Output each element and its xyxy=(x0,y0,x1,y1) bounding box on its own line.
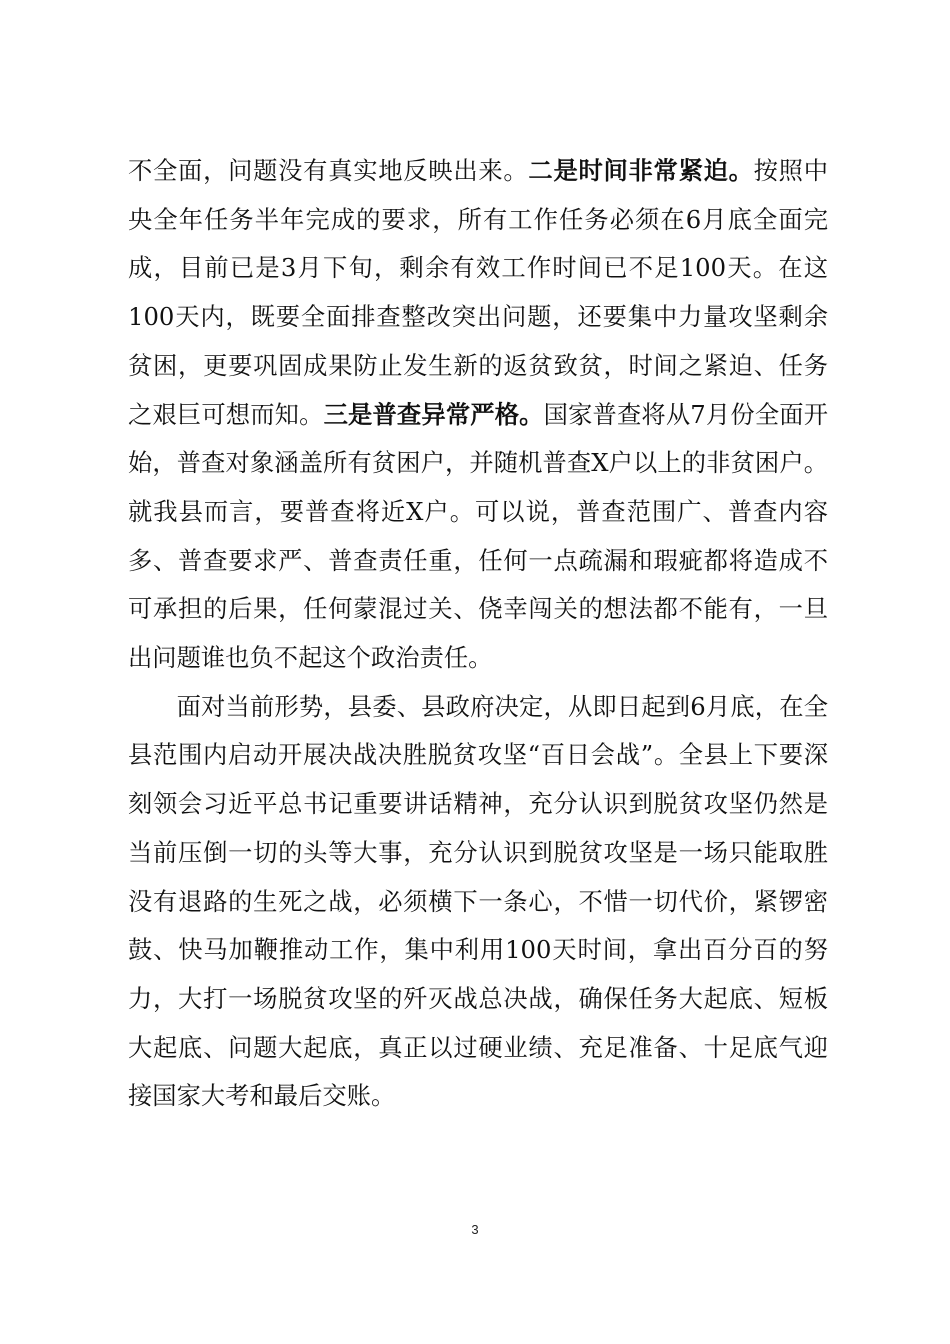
sentence-text: 不全面，问题没有真实地反映出来。 xyxy=(128,156,529,185)
bold-heading-time-urgent: 二是时间非常紧迫。 xyxy=(528,156,754,185)
paragraph-hundred-day-campaign: 面对当前形势，县委、县政府决定，从即日起到6月底，在全县范围内启动开展决战决胜脱贫攻坚“百日会战”。全县上下要深刻领会习近平总书记重要讲话精神，充分认识到脱贫攻坚仍然是当前压倒一切的头等大事，充分认识到脱贫攻坚是一场只能取胜没有退路的生死之战，必须横下一条心，不惜一切代价，紧锣密鼓、快马加鞭推动工作，集中利用100天时间，拿出百分百的努力，大打一场脱贫攻坚的歼灭战总决战，确保任务大起底、短板大起底、问题大起底，真正以过硬业绩、充足准备、十足底气迎接国家大考和最后交账。 xyxy=(128,691,828,1111)
bold-heading-census-strict: 三是普查异常严格。 xyxy=(323,399,544,429)
document-body xyxy=(128,147,828,1121)
paragraph-continuation xyxy=(128,147,828,683)
sentence-text: 国家普查将从7月份全面开始，普查对象涵盖所有贫困户，并随机普查X户以上的非贫困户。就我县而言，要普查将近X户。可以说，普查范围广、普查内容多、普查要求严、普查责任重，任何一点疏漏和瑕疵都将造成不可承担的后果，任何蒙混过关、侥幸闯关的想法都不能有，一旦出问题谁也负不起这个政治责任。 xyxy=(128,399,829,673)
sentence-text: 按照中央全年任务半年完成的要求，所有工作任务必须在6月底全面完成，目前已是3月下旬，剩余有效工作时间已不足100天。在这100天内，既要全面排查整改突出问题，还要集中力量攻坚剩余贫困，更要巩固成果防止发生新的返贫致贫，时间之紧迫、任务之艰巨可想而知。 xyxy=(128,156,829,429)
page-number: 3 xyxy=(471,1222,479,1237)
